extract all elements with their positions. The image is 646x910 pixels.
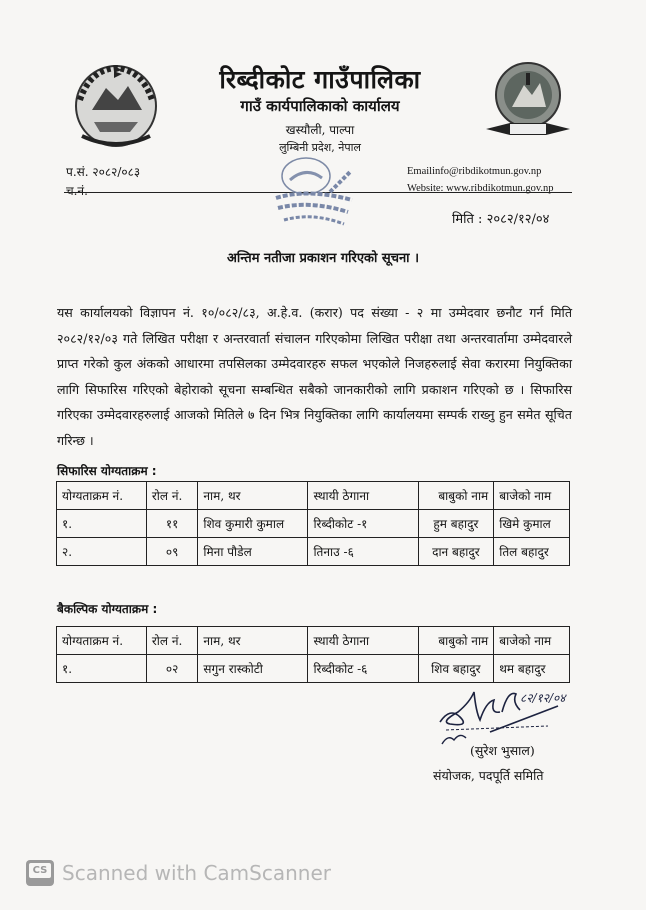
address-line-1: खस्यौली, पाल्पा [285, 123, 355, 137]
cell-father-name: दान बहादुर [418, 538, 494, 566]
cell-merit-no: १. [57, 655, 147, 683]
office-subtitle: गाउँ कार्यपालिकाको कार्यालय [240, 97, 400, 115]
cell-grandfather-name: थम बहादुर [494, 655, 570, 683]
notice-title: अन्तिम नतीजा प्रकाशन गरिएको सूचना । [226, 251, 420, 266]
header-name: नाम, थर [198, 482, 308, 510]
alternate-table [56, 626, 570, 683]
header-father-name: बाबुको नाम [418, 482, 494, 510]
alternate-section-label: बैकल्पिक योग्यताक्रम : [57, 602, 158, 616]
table-row [57, 510, 570, 538]
cell-merit-no: २. [57, 538, 147, 566]
header-address: स्थायी ठेगाना [308, 482, 418, 510]
header-roll-no: रोल नं. [146, 482, 198, 510]
recommended-section-label: सिफारिस योग्यताक्रम : [57, 464, 157, 478]
cell-address: रिब्दीकोट -६ [308, 655, 418, 683]
cell-name: सगुन रास्कोटी [198, 655, 308, 683]
nepal-government-emblem-icon [70, 60, 162, 156]
cell-name: शिव कुमारी कुमाल [198, 510, 308, 538]
ribdikot-municipality-logo-icon [480, 55, 576, 149]
notice-body: यस कार्यालयको विज्ञापन नं. १०/०८२/८३, अ.हे.व. (करार) पद संख्या - २ मा उम्मेदवार छनौट गर्न मिति २०८२/१२/०३ गते लिखित परीक्षा र अन्तरवार्ता संचालन गरिएकोमा लिखित परीक्षा तथा अन्तरवार्तामा उम्मेदवारले प्राप्त गरेको कुल अंकको आधारमा तपसिलका उम्मेदवारहरु सफल भएकोले निजहरुलाई सेवा करारमा नियुक्तिका लागि सिफारिस गरिएको बेहोराको सूचना सम्बन्धित सबैको जानकारीको लागि प्रकाशन गरिएको छ । सिफारिस गरिएका उम्मेदवारहरुलाई आजको मितिले ७ दिन भित्र नियुक्तिका लागि कार्यालयमा सम्पर्क राख्नु हुन समेत सूचित गरिन्छ । [57, 305, 572, 448]
cell-roll-no: ११ [146, 510, 198, 538]
notice-date: मिति : २०८२/१२/०४ [452, 212, 550, 227]
header-grandfather-name: बाजेको नाम [494, 482, 570, 510]
cell-grandfather-name: तिल बहादुर [494, 538, 570, 566]
cell-address: तिनाउ -६ [308, 538, 418, 566]
table-row [57, 655, 570, 683]
camscanner-watermark [26, 860, 331, 886]
header-name: नाम, थर [198, 627, 308, 655]
handwritten-date: ८२/१२/०४ [520, 691, 566, 705]
header-address: स्थायी ठेगाना [308, 627, 418, 655]
cell-father-name: शिव बहादुर [418, 655, 494, 683]
table-row [57, 538, 570, 566]
cell-father-name: हुम बहादुर [418, 510, 494, 538]
cell-grandfather-name: खिमे कुमाल [494, 510, 570, 538]
contact-website: Website: www.ribdikotmun.gov.np [407, 183, 554, 194]
office-round-stamp-icon [268, 152, 368, 238]
cell-address: रिब्दीकोट -१ [308, 510, 418, 538]
contact-email: Emailinfo@ribdikotmun.gov.np [407, 166, 542, 177]
signer-designation: संयोजक, पदपूर्ति समिति [433, 768, 544, 783]
fiscal-year-reference: प.सं. २०८२/०८३ [66, 165, 141, 179]
camscanner-text: Scanned with CamScanner [62, 861, 331, 885]
header-father-name: बाबुको नाम [418, 627, 494, 655]
table-header-row [57, 482, 570, 510]
signer-name: (सुरेश भुसाल) [470, 743, 535, 758]
cell-name: मिना पौडेल [198, 538, 308, 566]
header-grandfather-name: बाजेको नाम [494, 627, 570, 655]
header-merit-no: योग्यताक्रम नं. [57, 627, 147, 655]
cell-roll-no: ०२ [146, 655, 198, 683]
municipality-title: रिब्दीकोट गाउँपालिका [219, 65, 421, 94]
recommended-table [56, 481, 570, 566]
address-line-2: लुम्बिनी प्रदेश, नेपाल [279, 141, 361, 154]
cell-roll-no: ०९ [146, 538, 198, 566]
header-roll-no: रोल नं. [146, 627, 198, 655]
camscanner-logo-icon: CS [26, 860, 54, 886]
dispatch-number: च.नं. [66, 184, 88, 198]
header-merit-no: योग्यताक्रम नं. [57, 482, 147, 510]
cell-merit-no: १. [57, 510, 147, 538]
table-header-row [57, 627, 570, 655]
